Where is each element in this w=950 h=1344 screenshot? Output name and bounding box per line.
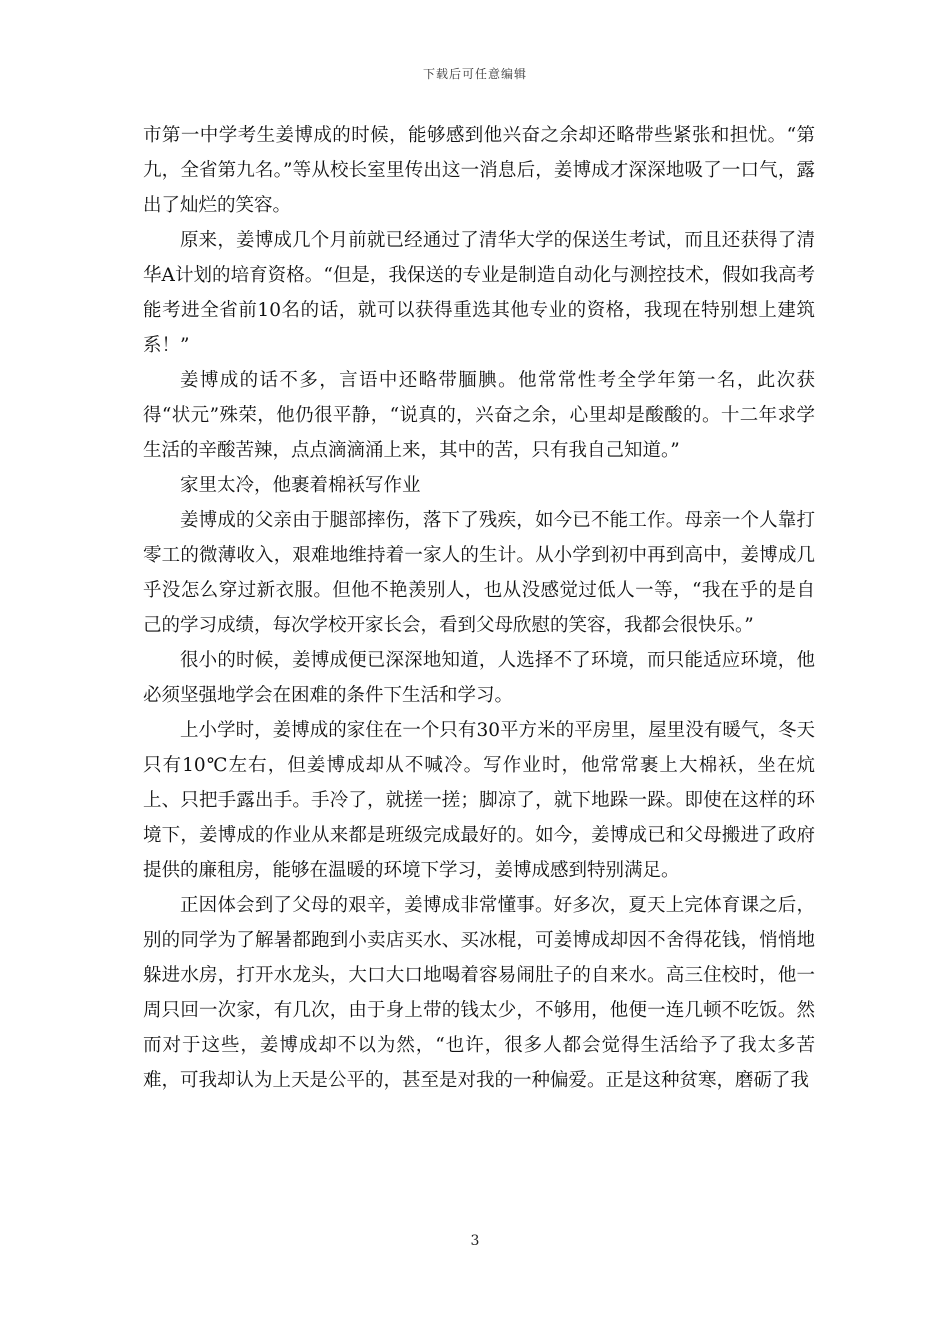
paragraph-6: 很小的时候，姜博成便已深深地知道，人选择不了环境，而只能适应环境，他必须坚强地学会在困难的条件下生活和学习。 xyxy=(143,650,815,706)
page-header: 下载后可任意编辑 xyxy=(422,67,527,81)
section-heading: 家里太冷，他裹着棉袄写作业 xyxy=(180,475,421,496)
paragraph-1: 市第一中学考生姜博成的时候，能够感到他兴奋之余却还略带些紧张和担忧。“第九，全省第九名。”等从校长室里传出这一消息后，姜博成才深深地吸了一口气，露出了灿烂的笑容。 xyxy=(143,125,815,216)
paragraph-8: 正因体会到了父母的艰辛，姜博成非常懂事。好多次，夏天上完体育课之后，别的同学为了解暑都跑到小卖店买水、买冰棍，可姜博成却因不舍得花钱，悄悄地躲进水房，打开水龙头，大口大口地喝着容易闹肚子的自来水。高三住校时，他一周只回一次家，有几次，由于身上带的钱太少，不够用，他便一连几顿不吃饭。然而对于这些，姜博成却不以为然，“也许，很多人都会觉得生活给予了我太多苦难，可我却认为上天是公平的，甚至是对我的一种偏爱。正是这种贫寒，磨砺了我 xyxy=(143,895,815,1091)
page-number: 3 xyxy=(470,1233,480,1249)
paragraph-2: 原来，姜博成几个月前就已经通过了清华大学的保送生考试，而且还获得了清华A计划的培育资格。“但是，我保送的专业是制造自动化与测控技术，假如我高考能考进全省前10名的话，就可以获得重选其他专业的资格，我现在特别想上建筑系！” xyxy=(143,230,815,356)
paragraph-5: 姜博成的父亲由于腿部摔伤，落下了残疾，如今已不能工作。母亲一个人靠打零工的微薄收入，艰难地维持着一家人的生计。从小学到初中再到高中，姜博成几乎没怎么穿过新衣服。但他不艳羡别人，也从没感觉过低人一等，“我在乎的是自己的学习成绩，每次学校开家长会，看到父母欣慰的笑容，我都会很快乐。” xyxy=(143,510,815,636)
paragraph-3: 姜博成的话不多，言语中还略带腼腆。他常常性考全学年第一名，此次获得“状元”殊荣，他仍很平静，“说真的，兴奋之余，心里却是酸酸的。十二年求学生活的辛酸苦辣，点点滴滴涌上来，其中的苦，只有我自己知道。” xyxy=(143,370,815,461)
document-body xyxy=(143,118,815,1098)
paragraph-7: 上小学时，姜博成的家住在一个只有30平方米的平房里，屋里没有暖气，冬天只有10℃左右，但姜博成却从不喊冷。写作业时，他常常裹上大棉袄，坐在炕上、只把手露出手。手冷了，就搓一搓；脚凉了，就下地跺一跺。即使在这样的环境下，姜博成的作业从来都是班级完成最好的。如今，姜博成已和父母搬进了政府提供的廉租房，能够在温暖的环境下学习，姜博成感到特别满足。 xyxy=(143,720,815,881)
